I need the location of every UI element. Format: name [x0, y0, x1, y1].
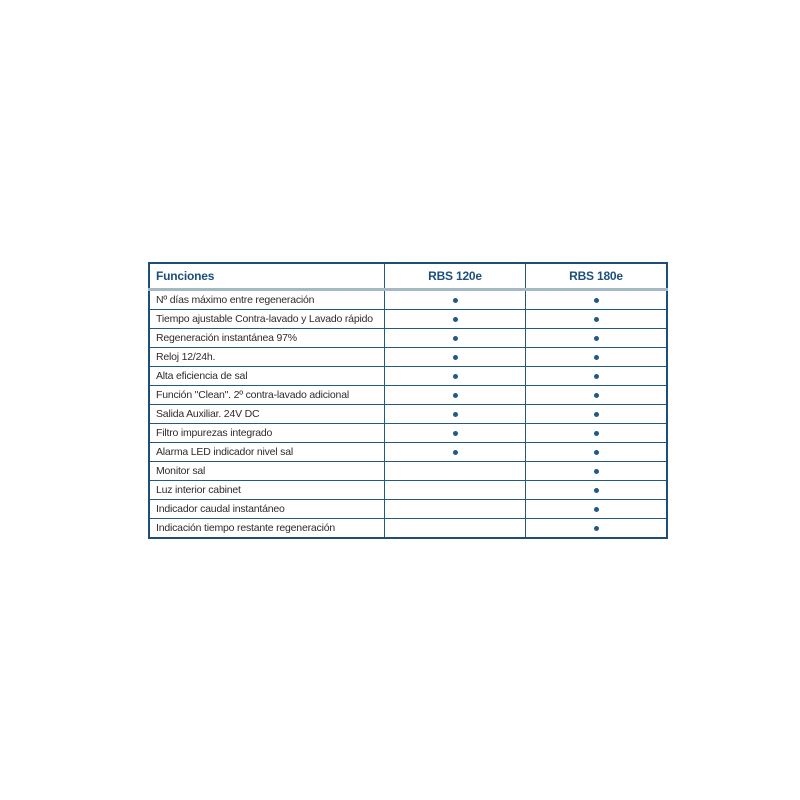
feature-label: Alta eficiencia de sal	[149, 367, 385, 386]
feature-label: Salida Auxiliar. 24V DC	[149, 405, 385, 424]
table-header-row	[149, 263, 667, 290]
feature-bullet-icon	[594, 526, 599, 531]
table-head	[149, 263, 667, 290]
table-row	[149, 329, 667, 348]
feature-label: Filtro impurezas integrado	[149, 424, 385, 443]
rbs120e-cell	[385, 443, 526, 462]
rbs120e-cell	[385, 500, 526, 519]
feature-bullet-icon	[594, 450, 599, 455]
feature-bullet-icon	[594, 374, 599, 379]
feature-bullet-icon	[594, 336, 599, 341]
feature-bullet-icon	[594, 355, 599, 360]
rbs120e-cell	[385, 462, 526, 481]
rbs120e-cell	[385, 424, 526, 443]
feature-bullet-icon	[453, 431, 458, 436]
table-row	[149, 367, 667, 386]
feature-bullet-icon	[594, 488, 599, 493]
table-row	[149, 500, 667, 519]
column-header-funciones: Funciones	[149, 263, 385, 290]
rbs120e-cell	[385, 386, 526, 405]
feature-label: Luz interior cabinet	[149, 481, 385, 500]
rbs180e-cell	[526, 348, 668, 367]
rbs180e-cell	[526, 329, 668, 348]
rbs180e-cell	[526, 310, 668, 329]
rbs120e-cell	[385, 310, 526, 329]
feature-comparison-table	[148, 262, 668, 539]
column-header-rbs-120e: RBS 120e	[385, 263, 526, 290]
feature-bullet-icon	[594, 431, 599, 436]
table-row	[149, 424, 667, 443]
feature-label: Indicador caudal instantáneo	[149, 500, 385, 519]
feature-label: Indicación tiempo restante regeneración	[149, 519, 385, 539]
feature-bullet-icon	[594, 317, 599, 322]
table-row	[149, 348, 667, 367]
feature-bullet-icon	[453, 412, 458, 417]
feature-label: Monitor sal	[149, 462, 385, 481]
rbs180e-cell	[526, 367, 668, 386]
feature-bullet-icon	[453, 317, 458, 322]
feature-label: Función "Clean". 2º contra-lavado adicional	[149, 386, 385, 405]
feature-label: Reloj 12/24h.	[149, 348, 385, 367]
table-row	[149, 290, 667, 310]
rbs180e-cell	[526, 500, 668, 519]
feature-bullet-icon	[594, 393, 599, 398]
table-row	[149, 310, 667, 329]
feature-label: Alarma LED indicador nivel sal	[149, 443, 385, 462]
feature-bullet-icon	[453, 393, 458, 398]
rbs120e-cell	[385, 367, 526, 386]
table-row	[149, 519, 667, 539]
feature-bullet-icon	[594, 412, 599, 417]
feature-bullet-icon	[453, 336, 458, 341]
rbs120e-cell	[385, 519, 526, 539]
table-row	[149, 443, 667, 462]
rbs180e-cell	[526, 386, 668, 405]
feature-bullet-icon	[453, 450, 458, 455]
table-body	[149, 290, 667, 539]
table-row	[149, 386, 667, 405]
rbs120e-cell	[385, 405, 526, 424]
feature-bullet-icon	[594, 507, 599, 512]
feature-bullet-icon	[453, 355, 458, 360]
feature-label: Tiempo ajustable Contra-lavado y Lavado rápido	[149, 310, 385, 329]
rbs120e-cell	[385, 290, 526, 310]
rbs180e-cell	[526, 481, 668, 500]
rbs180e-cell	[526, 443, 668, 462]
table-row	[149, 481, 667, 500]
column-header-rbs-180e: RBS 180e	[526, 263, 668, 290]
feature-label: Regeneración instantánea 97%	[149, 329, 385, 348]
rbs180e-cell	[526, 405, 668, 424]
rbs180e-cell	[526, 519, 668, 539]
rbs120e-cell	[385, 481, 526, 500]
rbs180e-cell	[526, 462, 668, 481]
feature-label: Nº días máximo entre regeneración	[149, 290, 385, 310]
table-row	[149, 462, 667, 481]
rbs180e-cell	[526, 290, 668, 310]
rbs120e-cell	[385, 329, 526, 348]
rbs180e-cell	[526, 424, 668, 443]
rbs120e-cell	[385, 348, 526, 367]
feature-bullet-icon	[453, 374, 458, 379]
table-row	[149, 405, 667, 424]
feature-bullet-icon	[594, 298, 599, 303]
feature-bullet-icon	[453, 298, 458, 303]
feature-bullet-icon	[594, 469, 599, 474]
